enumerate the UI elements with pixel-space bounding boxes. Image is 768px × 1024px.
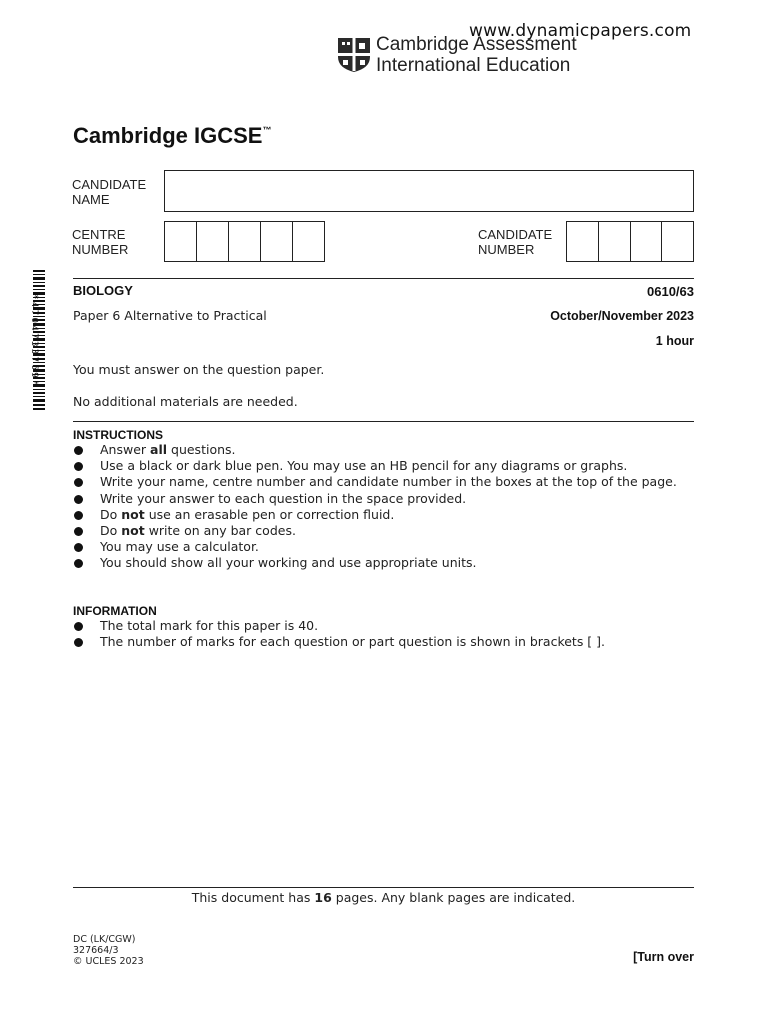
information-text: The number of marks for each question or part question is shown in brackets [ ].	[100, 634, 606, 650]
page-count-text-pre: This document has	[191, 890, 315, 905]
candidate-number-cell[interactable]	[631, 222, 663, 261]
bullet-icon	[74, 495, 83, 504]
centre-number-label-line-2: NUMBER	[72, 242, 129, 257]
bullet-icon	[74, 543, 83, 552]
logo-line-2: International Education	[376, 55, 571, 76]
bullet-icon	[74, 446, 83, 455]
centre-number-cell[interactable]	[293, 222, 324, 261]
instruction-item	[73, 442, 713, 458]
centre-number-label-line-1: CENTRE	[72, 227, 126, 242]
candidate-number-label-line-2: NUMBER	[478, 242, 535, 257]
candidate-number-boxes[interactable]	[566, 221, 694, 262]
instruction-text-tail: questions.	[167, 442, 236, 457]
candidate-number-cell[interactable]	[662, 222, 693, 261]
turn-over-label: [Turn over	[633, 950, 694, 964]
instruction-item	[73, 523, 713, 539]
instruction-text: Answer	[100, 442, 151, 457]
instruction-text-tail: use an erasable pen or correction fluid.	[144, 506, 395, 522]
trademark-mark: ™	[262, 125, 272, 135]
barcode	[28, 270, 40, 410]
instruction-item	[73, 507, 713, 523]
instruction-item	[73, 555, 713, 571]
paper-code: 0610/63	[647, 284, 694, 299]
bullet-icon	[74, 559, 83, 568]
information-heading: INFORMATION	[73, 604, 157, 618]
divider-middle	[73, 421, 694, 422]
page-count-note	[73, 890, 694, 905]
instruction-emphasis: not	[121, 506, 145, 522]
information-item	[73, 634, 713, 650]
instruction-emphasis: all	[150, 442, 168, 457]
bullet-icon	[74, 622, 83, 631]
divider-top	[73, 278, 694, 279]
instructions-heading: INSTRUCTIONS	[73, 428, 163, 442]
instruction-item	[73, 458, 713, 474]
footer-copyright: © UCLES 2023	[73, 956, 144, 967]
footer-codes	[73, 934, 144, 967]
bullet-icon	[74, 462, 83, 471]
instruction-text-tail: write on any bar codes.	[144, 522, 296, 538]
centre-number-cell[interactable]	[261, 222, 293, 261]
qualification-name: Cambridge IGCSE	[73, 123, 263, 148]
instructions-list	[73, 442, 713, 572]
centre-number-boxes[interactable]	[164, 221, 325, 262]
answer-note: You must answer on the question paper.	[73, 362, 325, 377]
materials-note: No additional materials are needed.	[73, 394, 298, 409]
bullet-icon	[74, 527, 83, 536]
page-count-number: 16	[314, 890, 332, 905]
logo-line-1: Cambridge Assessment	[376, 34, 577, 55]
page-count-text-post: pages. Any blank pages are indicated.	[331, 890, 576, 905]
instruction-text: Write your answer to each question in the space provided.	[100, 490, 467, 506]
candidate-name-label-line-1: CANDIDATE	[72, 177, 147, 192]
bullet-icon	[74, 511, 83, 520]
paper-title: Paper 6 Alternative to Practical	[73, 308, 267, 323]
instruction-item	[73, 474, 713, 490]
instruction-text: You should show all your working and use appropriate units.	[100, 555, 477, 571]
centre-number-cell[interactable]	[197, 222, 229, 261]
exam-duration: 1 hour	[655, 334, 694, 348]
candidate-number-label-line-1: CANDIDATE	[478, 227, 553, 242]
candidate-name-label-line-2: NAME	[72, 192, 110, 207]
candidate-name-label	[72, 177, 146, 207]
information-item	[73, 618, 713, 634]
instruction-text: Write your name, centre number and candidate number in the boxes at the top of the page.	[100, 474, 677, 490]
divider-footer	[73, 887, 694, 888]
centre-number-label	[72, 227, 128, 257]
subject-title: BIOLOGY	[73, 283, 133, 298]
centre-number-cell[interactable]	[165, 222, 197, 261]
candidate-name-box[interactable]	[164, 170, 694, 212]
information-list	[73, 618, 713, 650]
instruction-item	[73, 539, 713, 555]
barcode-number: *4704733769*	[29, 294, 39, 388]
candidate-number-label	[478, 227, 552, 257]
instruction-text: Do	[100, 522, 122, 538]
footer-code-1: DC (LK/CGW)	[73, 934, 136, 945]
cambridge-shield-icon	[337, 37, 371, 73]
instruction-emphasis: not	[121, 522, 145, 538]
information-text: The total mark for this paper is 40.	[100, 618, 319, 633]
bullet-icon	[74, 478, 83, 487]
centre-number-cell[interactable]	[229, 222, 261, 261]
candidate-number-cell[interactable]	[599, 222, 631, 261]
candidate-number-cell[interactable]	[567, 222, 599, 261]
instruction-text: You may use a calculator.	[100, 539, 259, 555]
instruction-text: Use a black or dark blue pen. You may use an HB pencil for any diagrams or graphs.	[100, 458, 628, 474]
watermark-url: www.dynamicpapers.com	[469, 21, 692, 41]
instruction-item	[73, 491, 713, 507]
organisation-logo-text	[376, 34, 577, 76]
bullet-icon	[74, 638, 83, 647]
footer-code-2: 327664/3	[73, 945, 119, 956]
exam-session: October/November 2023	[550, 309, 694, 323]
qualification-title	[73, 123, 271, 149]
instruction-text: Do	[100, 506, 122, 522]
